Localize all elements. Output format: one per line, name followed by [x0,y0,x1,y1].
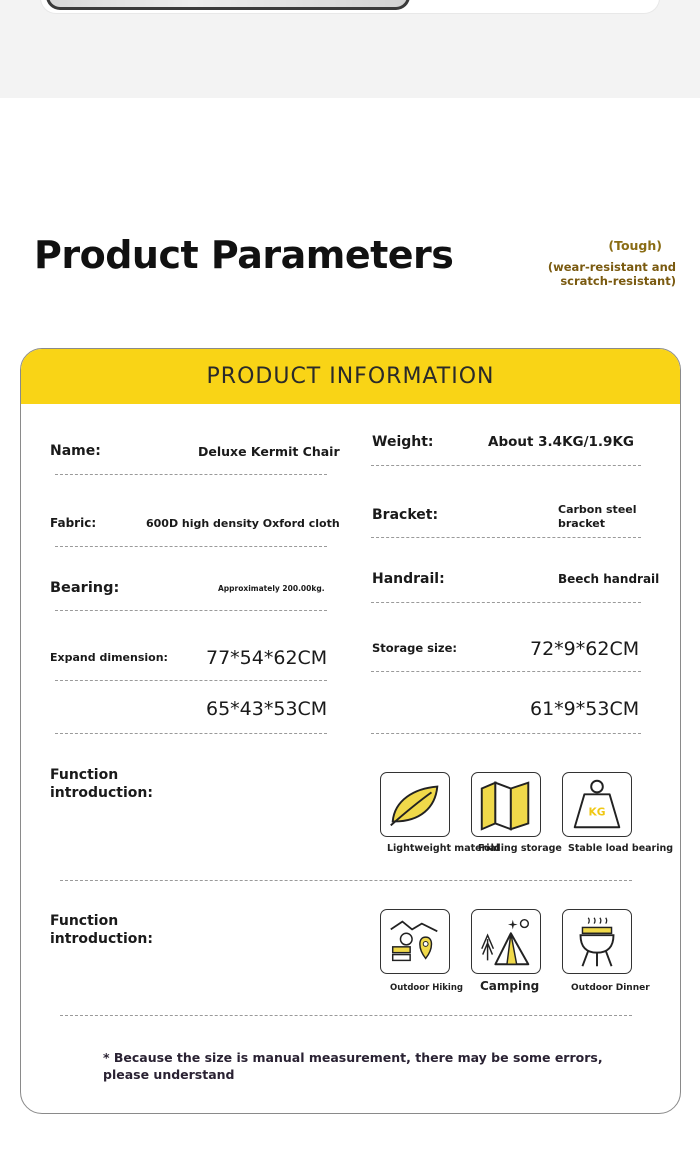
expand-dimension-label: Expand dimension: [50,651,168,664]
bracket-label: Bracket: [372,507,439,523]
fabric-label: Fabric: [50,516,97,530]
name-label: Name: [50,443,101,459]
bearing-value: Approximately 200.00kg. [218,584,325,593]
outdoor-hiking-caption: Outdoor Hiking [390,983,463,993]
divider [55,680,327,681]
divider [371,537,641,538]
page-title: Product Parameters [34,233,454,277]
divider [371,733,641,734]
function-intro-label-1: Function introduction: [50,767,153,801]
divider [55,610,327,611]
storage-size-value-2: 61*9*53CM [530,698,640,720]
tough-detail: (wear-resistant and scratch-resistant) [547,260,676,288]
bearing-label: Bearing: [50,580,120,596]
expand-dimension-value-2: 65*43*53CM [206,698,328,720]
lightweight-material-caption: Lightweight material [387,843,500,854]
outdoor-dinner-caption: Outdoor Dinner [571,983,650,993]
bbq-grill-icon [563,910,631,973]
card-heading: PRODUCT INFORMATION [206,364,495,389]
fabric-value: 600D high density Oxford cloth [146,517,340,530]
camping-tent-icon [472,910,540,973]
camping-caption: Camping [480,979,540,993]
divider [371,465,641,466]
product-information-card [20,348,681,1114]
outdoor-dinner-tile [562,909,632,974]
kg-badge: KG [588,805,606,819]
divider [55,474,327,475]
function-intro-label-2: Function introduction: [50,913,153,947]
storage-size-label: Storage size: [372,641,458,655]
folding-storage-tile [471,772,541,837]
card-header [21,349,680,404]
divider [60,880,632,881]
weight-label: Weight: [372,434,434,450]
divider [60,1015,632,1016]
divider [55,546,327,547]
divider [371,602,641,603]
handrail-label: Handrail: [372,571,445,587]
storage-size-value-1: 72*9*62CM [530,638,640,660]
divider [55,733,327,734]
divider [371,671,641,672]
weight-value: About 3.4KG/1.9KG [488,434,634,450]
outdoor-hiking-tile [380,909,450,974]
hiking-landscape-icon [381,910,449,973]
leaf-icon [381,773,449,836]
name-value: Deluxe Kermit Chair [198,444,340,459]
lightweight-material-tile [380,772,450,837]
expand-dimension-value-1: 77*54*62CM [206,647,328,669]
bracket-value: Carbon steel bracket [558,503,637,530]
handrail-value: Beech handrail [558,572,660,586]
kg-weight-icon [563,773,631,836]
tough-label: (Tough) [608,238,662,253]
stable-load-caption: Stable load bearing [568,843,674,854]
folding-storage-caption: Folding storage [478,843,562,854]
top-image-band [0,0,700,98]
measurement-note: * Because the size is manual measurement, there may be some errors, please understand [103,1050,603,1082]
product-photo [46,0,410,10]
camping-tile [471,909,541,974]
stable-load-tile [562,772,632,837]
folding-map-icon [472,773,540,836]
